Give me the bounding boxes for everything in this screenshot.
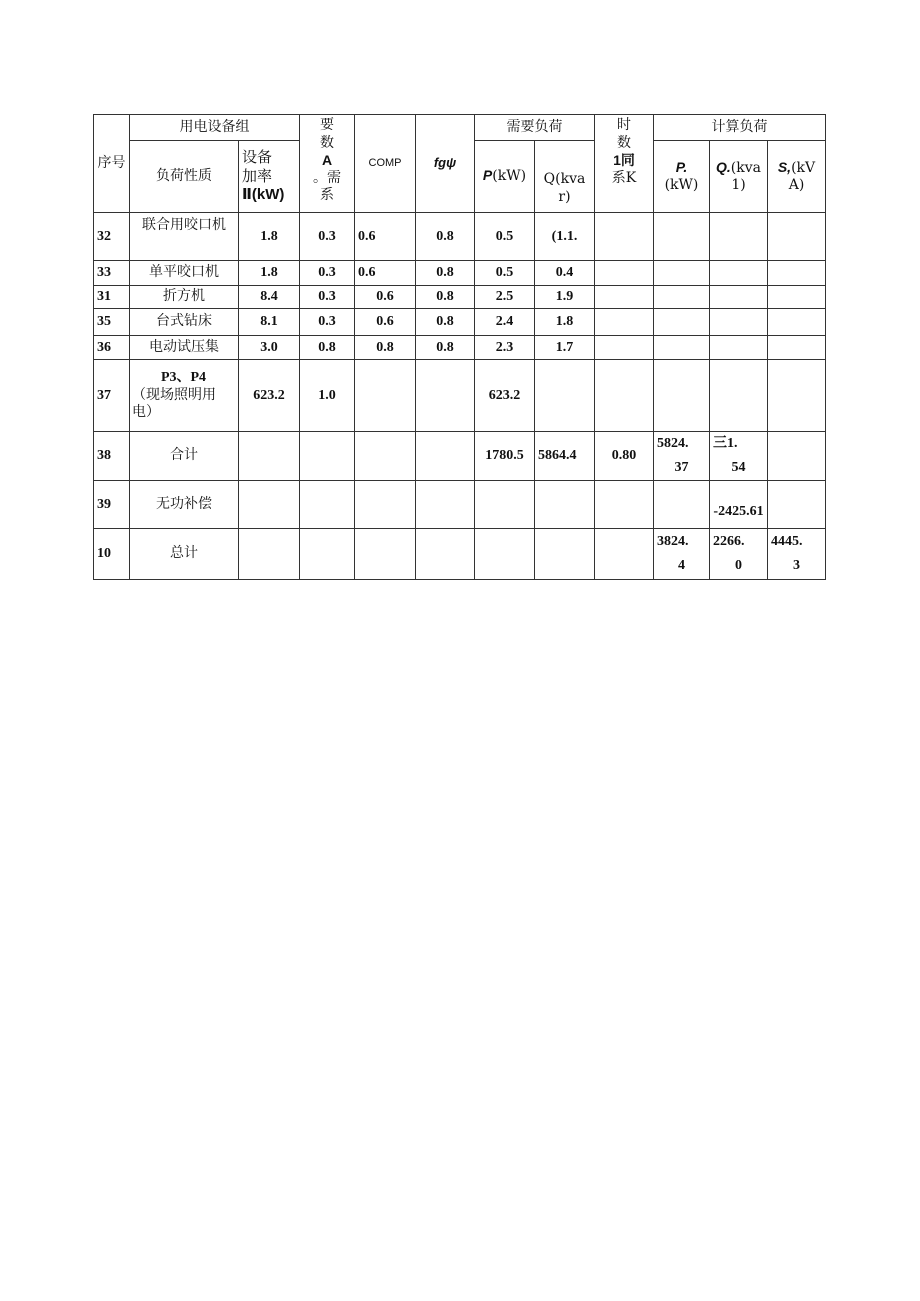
header-sim-coeff: 时 数 1同 系K bbox=[595, 115, 654, 213]
row-p: 1780.5 bbox=[475, 432, 535, 481]
row-sc bbox=[768, 261, 826, 286]
row-tg bbox=[416, 432, 475, 481]
row-p: 623.2 bbox=[475, 360, 535, 432]
row-name: 联合用咬口机 bbox=[130, 213, 239, 261]
table-row bbox=[94, 529, 826, 580]
row-q bbox=[535, 529, 595, 580]
header-p-kw: P(kW) bbox=[475, 141, 535, 213]
header-calc-s: S,(kVA) bbox=[768, 141, 826, 213]
row-qc: 三1. 54 bbox=[710, 432, 768, 481]
header-load-nature: 负荷性质 bbox=[130, 141, 239, 213]
row-name: 电动试压集 bbox=[130, 336, 239, 360]
row-pc bbox=[654, 360, 710, 432]
row-seq: 39 bbox=[94, 481, 130, 529]
table-row bbox=[94, 360, 826, 432]
header-q-kvar: Q(kvar) bbox=[535, 141, 595, 213]
table-row bbox=[94, 213, 826, 261]
row-pc bbox=[654, 213, 710, 261]
row-tg: 0.8 bbox=[416, 309, 475, 336]
row-name: 折方机 bbox=[130, 286, 239, 309]
row-name: P3、P4 （现场照明用 电） bbox=[130, 360, 239, 432]
row-tg bbox=[416, 481, 475, 529]
row-sc bbox=[768, 432, 826, 481]
row-name: 台式钻床 bbox=[130, 309, 239, 336]
header-seq: 序号 bbox=[94, 115, 130, 213]
row-ks bbox=[595, 261, 654, 286]
row-cos bbox=[355, 529, 416, 580]
header-demand-load: 需要负荷 bbox=[475, 115, 595, 141]
row-sc: 4445. 3 bbox=[768, 529, 826, 580]
row-kx bbox=[300, 529, 355, 580]
row-seq: 38 bbox=[94, 432, 130, 481]
table-row bbox=[94, 309, 826, 336]
row-pe bbox=[239, 481, 300, 529]
row-cos: 0.6 bbox=[355, 309, 416, 336]
header-demand-coeff: 要 数 A 。需 系 bbox=[300, 115, 355, 213]
row-pe: 3.0 bbox=[239, 336, 300, 360]
row-cos: 0.6 bbox=[355, 286, 416, 309]
row-ks bbox=[595, 481, 654, 529]
row-qc: -2425.61 bbox=[710, 481, 768, 529]
row-pe: 8.1 bbox=[239, 309, 300, 336]
row-seq: 31 bbox=[94, 286, 130, 309]
row-pc bbox=[654, 309, 710, 336]
row-p bbox=[475, 529, 535, 580]
row-pc bbox=[654, 286, 710, 309]
row-q: (1.1. bbox=[535, 213, 595, 261]
row-pe: 8.4 bbox=[239, 286, 300, 309]
row-sc bbox=[768, 309, 826, 336]
row-q bbox=[535, 360, 595, 432]
row-q: 1.7 bbox=[535, 336, 595, 360]
row-tg: 0.8 bbox=[416, 336, 475, 360]
row-q: 0.4 bbox=[535, 261, 595, 286]
row-kx: 0.3 bbox=[300, 261, 355, 286]
row-name: 无功补偿 bbox=[130, 481, 239, 529]
row-pc bbox=[654, 481, 710, 529]
row-p: 0.5 bbox=[475, 213, 535, 261]
row-qc bbox=[710, 286, 768, 309]
row-tg bbox=[416, 360, 475, 432]
row-cos: 0.6 bbox=[355, 213, 416, 261]
row-pe bbox=[239, 432, 300, 481]
row-seq: 37 bbox=[94, 360, 130, 432]
row-pc: 5824. 37 bbox=[654, 432, 710, 481]
row-kx: 0.3 bbox=[300, 286, 355, 309]
row-pc bbox=[654, 336, 710, 360]
row-p: 2.5 bbox=[475, 286, 535, 309]
header-equipment-group: 用电设备组 bbox=[130, 115, 300, 141]
table-row bbox=[94, 432, 826, 481]
row-pe: 1.8 bbox=[239, 261, 300, 286]
header-fg: fgψ bbox=[416, 115, 475, 213]
row-name: 合计 bbox=[130, 432, 239, 481]
row-seq: 36 bbox=[94, 336, 130, 360]
row-qc bbox=[710, 360, 768, 432]
row-ks: 0.80 bbox=[595, 432, 654, 481]
row-ks bbox=[595, 360, 654, 432]
row-kx: 0.3 bbox=[300, 213, 355, 261]
row-kx: 0.3 bbox=[300, 309, 355, 336]
row-q: 1.9 bbox=[535, 286, 595, 309]
row-qc bbox=[710, 213, 768, 261]
header-calc-q: Q.(kva1) bbox=[710, 141, 768, 213]
row-p: 2.3 bbox=[475, 336, 535, 360]
header-comp: COMP bbox=[355, 115, 416, 213]
row-cos bbox=[355, 360, 416, 432]
row-kx: 1.0 bbox=[300, 360, 355, 432]
row-kx: 0.8 bbox=[300, 336, 355, 360]
row-tg: 0.8 bbox=[416, 213, 475, 261]
row-cos: 0.6 bbox=[355, 261, 416, 286]
row-tg bbox=[416, 529, 475, 580]
row-cos: 0.8 bbox=[355, 336, 416, 360]
row-pc: 3824. 4 bbox=[654, 529, 710, 580]
row-pe: 623.2 bbox=[239, 360, 300, 432]
row-name: 总计 bbox=[130, 529, 239, 580]
row-ks bbox=[595, 336, 654, 360]
row-pe bbox=[239, 529, 300, 580]
row-name: 单平咬口机 bbox=[130, 261, 239, 286]
row-kx bbox=[300, 481, 355, 529]
row-q: 5864.4 bbox=[535, 432, 595, 481]
table-row bbox=[94, 336, 826, 360]
header-calc-load: 计算负荷 bbox=[654, 115, 826, 141]
row-sc bbox=[768, 481, 826, 529]
row-pc bbox=[654, 261, 710, 286]
row-ks bbox=[595, 213, 654, 261]
row-qc bbox=[710, 309, 768, 336]
row-p: 2.4 bbox=[475, 309, 535, 336]
row-tg: 0.8 bbox=[416, 286, 475, 309]
row-sc bbox=[768, 360, 826, 432]
row-tg: 0.8 bbox=[416, 261, 475, 286]
row-seq: 10 bbox=[94, 529, 130, 580]
header-calc-p: P. (kW) bbox=[654, 141, 710, 213]
row-q: 1.8 bbox=[535, 309, 595, 336]
row-q bbox=[535, 481, 595, 529]
row-ks bbox=[595, 309, 654, 336]
row-qc: 2266. 0 bbox=[710, 529, 768, 580]
table-row bbox=[94, 261, 826, 286]
row-cos bbox=[355, 481, 416, 529]
load-calculation-table bbox=[93, 114, 826, 580]
row-cos bbox=[355, 432, 416, 481]
row-qc bbox=[710, 261, 768, 286]
row-sc bbox=[768, 336, 826, 360]
row-qc bbox=[710, 336, 768, 360]
row-sc bbox=[768, 286, 826, 309]
header-installed-power: 设备 加率 Ⅱ(kW) bbox=[239, 141, 300, 213]
row-ks bbox=[595, 529, 654, 580]
row-p bbox=[475, 481, 535, 529]
table-row bbox=[94, 481, 826, 529]
header-row-1 bbox=[94, 115, 826, 141]
row-seq: 33 bbox=[94, 261, 130, 286]
row-p: 0.5 bbox=[475, 261, 535, 286]
row-sc bbox=[768, 213, 826, 261]
row-seq: 32 bbox=[94, 213, 130, 261]
row-pe: 1.8 bbox=[239, 213, 300, 261]
table-row bbox=[94, 286, 826, 309]
row-kx bbox=[300, 432, 355, 481]
row-seq: 35 bbox=[94, 309, 130, 336]
row-ks bbox=[595, 286, 654, 309]
